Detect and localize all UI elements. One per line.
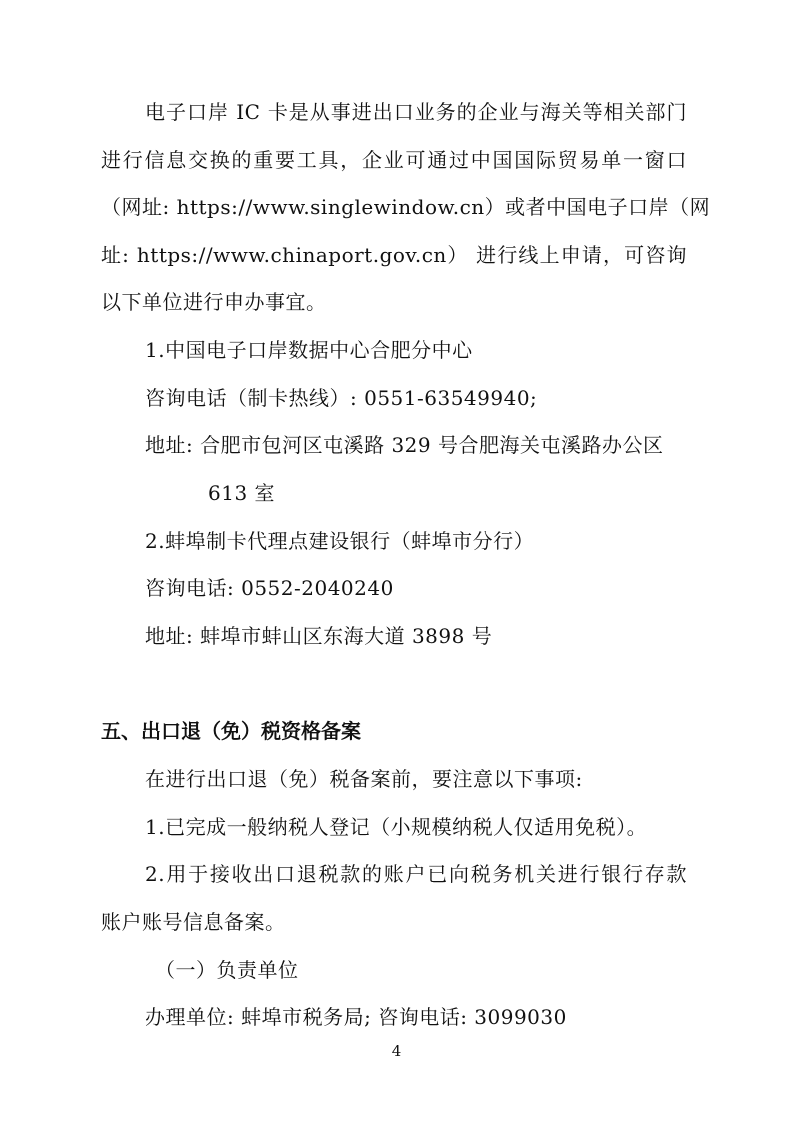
section-5-intro: 在进行出口退（免）税备案前，要注意以下事项:	[145, 767, 583, 791]
intro-line-1: 电子口岸 IC 卡是从事进出口业务的企业与海关等相关部门	[145, 100, 687, 124]
office-1-title: 1.中国电子口岸数据中心合肥分中心	[145, 338, 473, 362]
office-1-address: 地址: 合肥市包河区屯溪路 329 号合肥海关屯溪路办公区	[145, 433, 664, 457]
intro-line-4: 址: https://www.chinaport.gov.cn） 进行线上申请，可咨询	[101, 243, 687, 267]
section-5-item-1: 1.已完成一般纳税人登记（小规模纳税人仅适用免税）。	[145, 815, 648, 839]
section-5-heading: 五、出口退（免）税资格备案	[101, 719, 361, 743]
page-number: 4	[391, 1042, 402, 1060]
section-5-item-2-continued: 账户账号信息备案。	[101, 910, 286, 934]
intro-line-5: 以下单位进行申办事宜。	[101, 290, 327, 314]
office-2-title: 2.蚌埠制卡代理点建设银行（蚌埠市分行）	[145, 529, 535, 553]
office-2-address: 地址: 蚌埠市蚌山区东海大道 3898 号	[145, 624, 493, 648]
intro-line-2: 进行信息交换的重要工具，企业可通过中国国际贸易单一窗口	[101, 148, 687, 172]
section-5-sub-heading: （一）负责单位	[155, 958, 299, 982]
section-5-contact: 办理单位: 蚌埠市税务局; 咨询电话: 3099030	[145, 1005, 567, 1029]
section-5-item-2: 2.用于接收出口退税款的账户已向税务机关进行银行存款	[145, 862, 687, 886]
office-1-address-continued: 613 室	[208, 481, 276, 505]
office-2-phone: 咨询电话: 0552-2040240	[145, 576, 394, 600]
intro-line-3: （网址: https://www.singlewindow.cn）或者中国电子口岸（网	[101, 195, 711, 219]
office-1-phone: 咨询电话（制卡热线）: 0551-63549940;	[145, 386, 538, 410]
